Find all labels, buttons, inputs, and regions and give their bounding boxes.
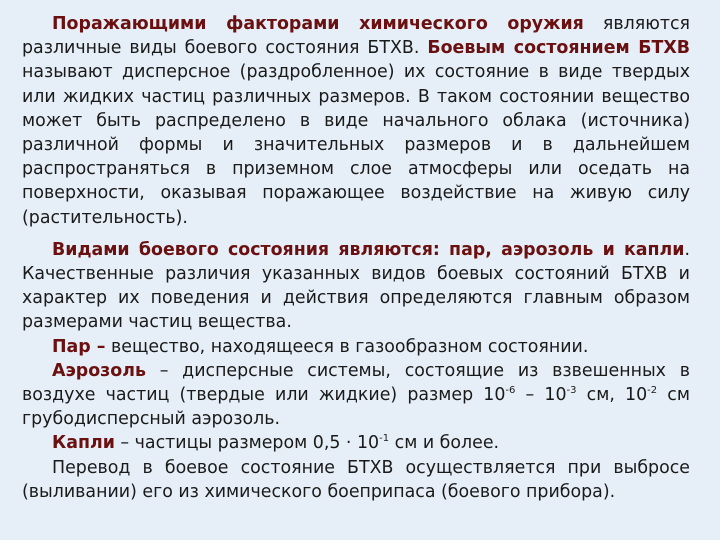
paragraph-text: . Качественные различия указанных видов боевых состояний БТХВ и характер их поведения и действия определяются главным образом размерами частиц вещества.: [22, 239, 690, 333]
paragraph-vapor: [22, 335, 690, 359]
text-body: [22, 12, 690, 504]
paragraph-text: являются различные виды боевого состояния БТХВ.: [22, 14, 691, 59]
paragraph-text: – дисперсные системы, состоящие из взвешенных в воздухе частиц (твердые или жидкие) размер 10: [22, 360, 690, 406]
exponent: -1: [379, 433, 390, 445]
term-drops: Капли: [52, 433, 115, 454]
term-aerosol: Аэрозоль: [52, 360, 146, 381]
term-vapor: Пар –: [52, 336, 106, 357]
exponent: -2: [647, 385, 658, 397]
exponent: -6: [505, 385, 516, 397]
paragraph-text: вещество, находящееся в газообразном состоянии.: [105, 336, 589, 357]
paragraph-aerosol: [22, 359, 690, 432]
paragraph-text: – частицы размером 0,5 · 10: [114, 433, 380, 454]
paragraph-text: см и более.: [389, 433, 500, 454]
paragraph-text: см, 10: [576, 385, 648, 406]
paragraph-drops: [22, 431, 690, 455]
paragraph-transfer: [22, 456, 690, 504]
paragraph-text: называют дисперсное (раздробленное) их состояние в виде твердых или жидких частиц различных размеров. В таком состоянии вещество может быть распределено в виде начального облака (источника) различной формы и значительных размеров и в дальнейшем распространяться в приземном слое атмосферы или оседать на поверхности, оказывая поражающее воздействие на живую силу (растительность).: [22, 62, 690, 228]
term-types: Видами боевого состояния являются: пар, аэрозоль и капли: [52, 239, 685, 260]
term-combat-state: Боевым состоянием БТХВ: [427, 38, 690, 59]
paragraph-text: Перевод в боевое состояние БТХВ осуществляется при выбросе (выливании) его из химического боеприпаса (боевого прибора).: [22, 457, 690, 502]
paragraph-text: – 10: [515, 385, 567, 406]
paragraph-text: см грубодисперсный аэрозоль.: [22, 385, 690, 430]
exponent: -3: [566, 385, 577, 397]
paragraph-types: [22, 238, 690, 335]
term-damaging-factors: Поражающими факторами химического оружия: [52, 14, 584, 34]
paragraph-damaging-factors: [22, 12, 690, 230]
